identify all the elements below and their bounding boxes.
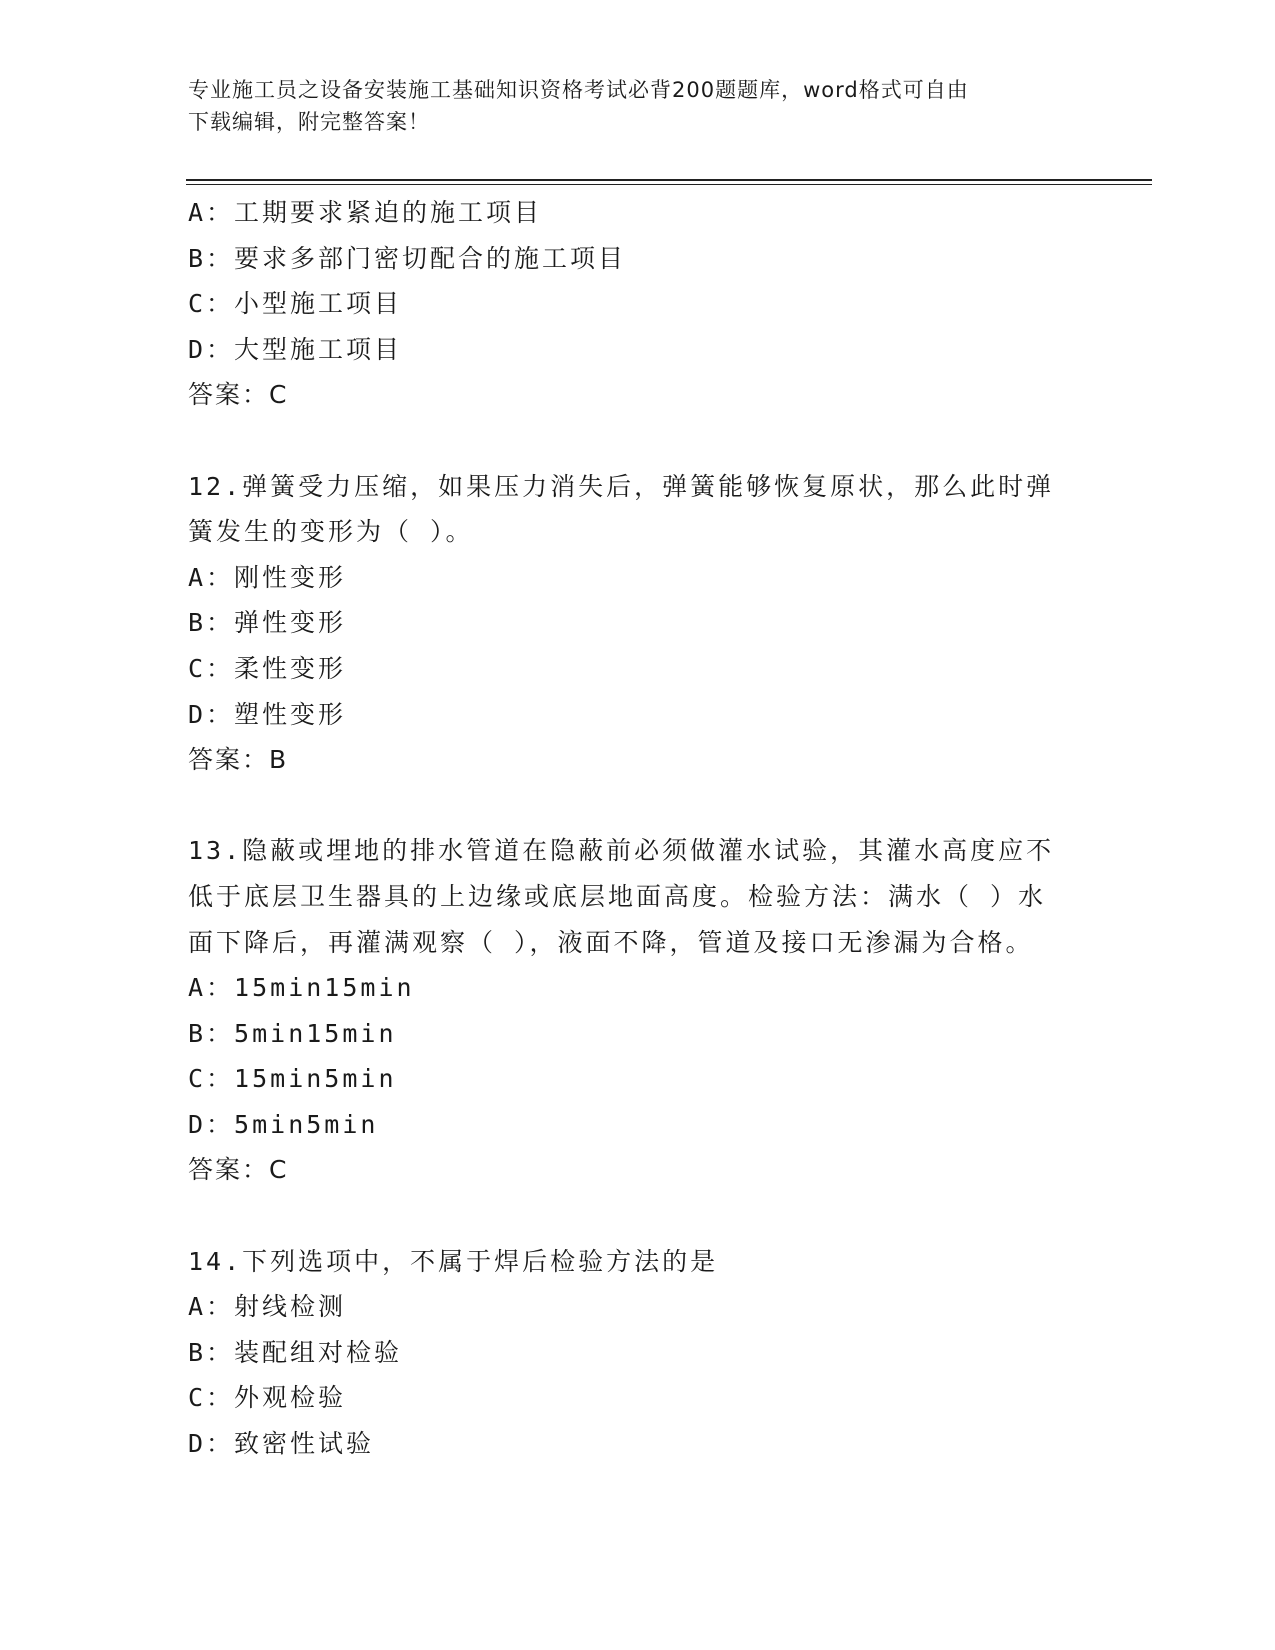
option-c: C：外观检验 [188, 1383, 347, 1413]
option-d: D：致密性试验 [188, 1429, 375, 1459]
option-a: A：15min15min [188, 973, 415, 1003]
document-header [188, 74, 1068, 138]
option-b: B：弹性变形 [188, 608, 347, 638]
header-divider-thin [186, 184, 1152, 185]
question-stem: 簧发生的变形为（ ）。 [188, 517, 474, 547]
answer-line: 答案：C [188, 1155, 289, 1185]
question-stem: 12.弹簧受力压缩，如果压力消失后，弹簧能够恢复原状，那么此时弹 [188, 471, 1055, 501]
spacer [188, 783, 1088, 829]
option-d: D：大型施工项目 [188, 334, 403, 364]
option-d: D：塑性变形 [188, 699, 347, 729]
question-14 [188, 1239, 1088, 1467]
header-divider-thick [186, 179, 1152, 181]
option-c: C：柔性变形 [188, 653, 347, 683]
option-d: D：5min5min [188, 1109, 379, 1139]
question-list [188, 190, 1088, 1467]
header-line-1: 专业施工员之设备安装施工基础知识资格考试必背200题题库，word格式可自由 [188, 78, 969, 102]
question-stem: 14.下列选项中，不属于焊后检验方法的是 [188, 1246, 719, 1276]
spacer [188, 1193, 1088, 1239]
answer-line: 答案：C [188, 380, 289, 410]
question-11 [188, 190, 1088, 418]
question-stem: 13.隐蔽或埋地的排水管道在隐蔽前必须做灌水试验，其灌水高度应不 [188, 836, 1055, 866]
question-13 [188, 828, 1088, 1193]
question-stem: 面下降后，再灌满观察（ ），液面不降，管道及接口无渗漏为合格。 [188, 927, 1034, 957]
question-12 [188, 464, 1088, 783]
answer-line: 答案：B [188, 745, 289, 775]
question-stem: 低于底层卫生器具的上边缘或底层地面高度。检验方法：满水（ ）水 [188, 881, 1047, 911]
option-b: B：要求多部门密切配合的施工项目 [188, 243, 627, 273]
option-a: A：射线检测 [188, 1292, 347, 1322]
option-c: C：15min5min [188, 1064, 397, 1094]
option-b: B：装配组对检验 [188, 1337, 403, 1367]
option-b: B：5min15min [188, 1018, 397, 1048]
option-c: C：小型施工项目 [188, 289, 403, 319]
option-a: A：刚性变形 [188, 562, 347, 592]
spacer [188, 418, 1088, 464]
header-line-2: 下载编辑，附完整答案！ [188, 110, 430, 134]
option-a: A：工期要求紧迫的施工项目 [188, 198, 543, 227]
